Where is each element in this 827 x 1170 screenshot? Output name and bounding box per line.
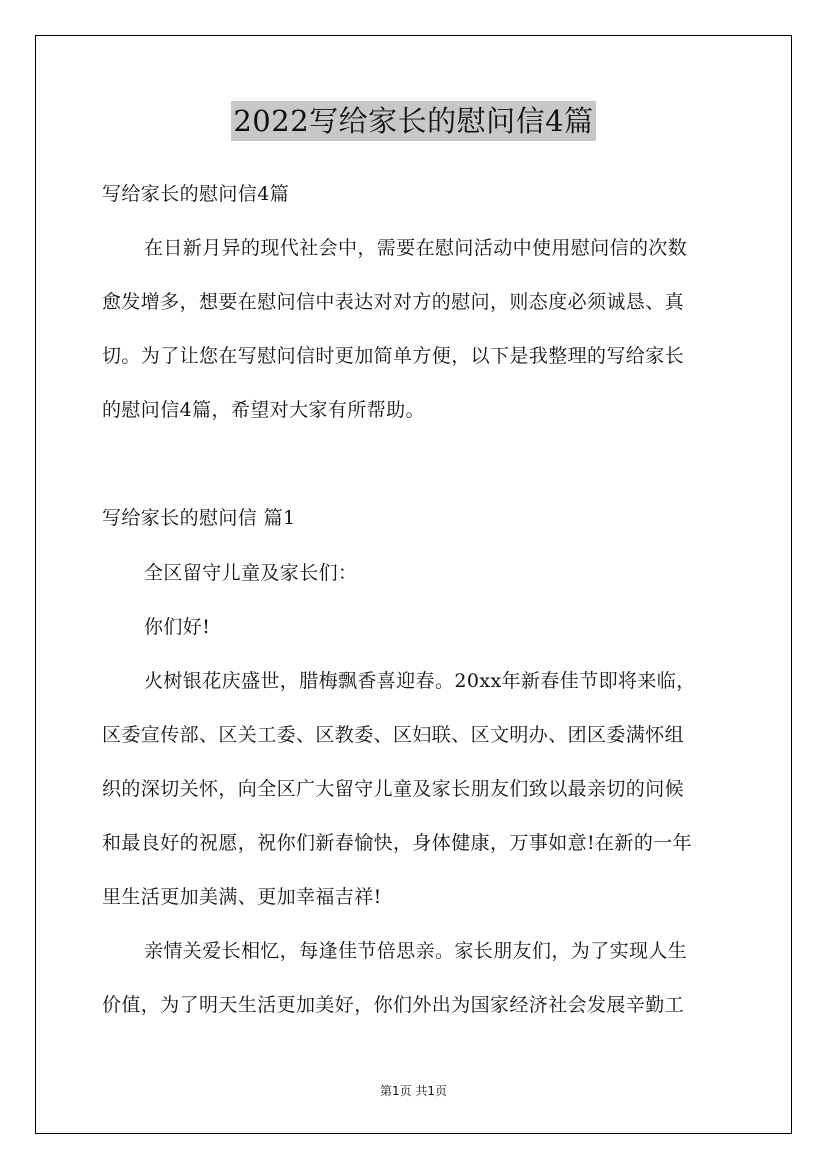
greeting: 你们好! (144, 616, 211, 638)
intro-line: 切。为了让您在写慰问信时更加简单方便，以下是我整理的写给家长 (102, 345, 685, 367)
paragraph-line: 价值，为了明天生活更加美好，你们外出为国家经济社会发展辛勤工 (102, 994, 685, 1016)
salutation: 全区留守儿童及家长们： (144, 562, 358, 584)
intro-line: 愈发增多，想要在慰问信中表达对对方的慰问，则态度必须诚恳、真 (102, 291, 685, 313)
paragraph-line: 织的深切关怀，向全区广大留守儿童及家长朋友们致以最亲切的问候 (102, 778, 685, 800)
paragraph-line: 火树银花庆盛世，腊梅飘香喜迎春。20xx年新春佳节即将来临， (144, 670, 696, 692)
intro-line: 在日新月异的现代社会中，需要在慰问活动中使用慰问信的次数 (144, 237, 688, 259)
title-container (0, 101, 827, 141)
paragraph-line: 亲情关爱长相忆，每逢佳节倍思亲。家长朋友们，为了实现人生 (144, 940, 688, 962)
page-footer: 第1页 共1页 (379, 1084, 448, 1098)
document-title: 2022写给家长的慰问信4篇 (231, 101, 595, 141)
document-subtitle: 写给家长的慰问信4篇 (102, 183, 290, 205)
paragraph-line: 里生活更加美满、更加幸福吉祥! (102, 886, 382, 908)
paragraph-line: 区委宣传部、区关工委、区教委、区妇联、区文明办、团区委满怀组 (102, 724, 685, 746)
paragraph-line: 和最良好的祝愿，祝你们新春愉快，身体健康，万事如意!在新的一年 (102, 832, 693, 854)
section-heading: 写给家长的慰问信 篇1 (102, 507, 296, 529)
intro-line: 的慰问信4篇，希望对大家有所帮助。 (102, 399, 425, 421)
